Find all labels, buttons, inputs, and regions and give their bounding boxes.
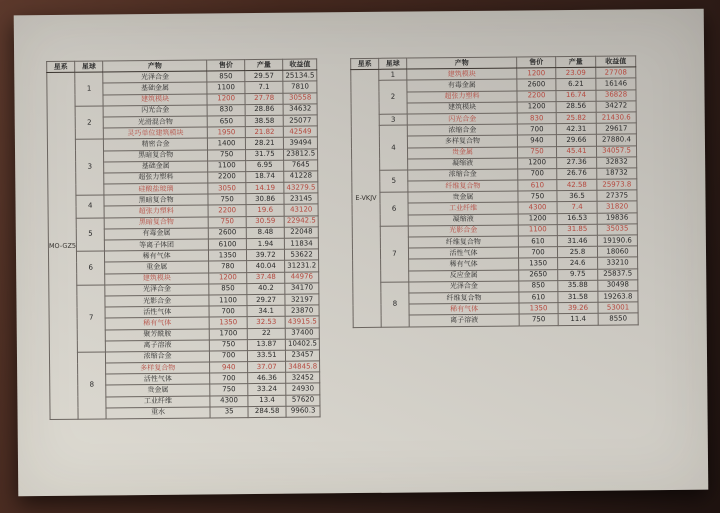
product-value: 18060 [597,246,637,258]
product-price: 3050 [208,183,246,195]
product-price: 750 [208,194,246,206]
product-yield: 36.5 [557,190,597,202]
product-name: 离子溶液 [409,314,519,326]
production-table-left [46,58,321,420]
product-name: 浓缩合金 [106,351,210,363]
product-value: 7645 [284,160,318,172]
product-price: 780 [209,261,247,273]
product-name: 聚芳酰胺 [105,328,209,340]
product-yield: 42.31 [556,123,596,135]
product-name: 凝缩液 [408,158,518,170]
product-yield: 16.74 [556,90,596,102]
product-value: 44976 [285,271,319,283]
column-header: 收益值 [283,59,317,71]
product-name: 稀有气体 [409,258,519,270]
product-value: 43915.5 [285,316,319,328]
product-yield: 29.27 [247,294,285,306]
product-yield: 25.8 [557,246,597,258]
product-price: 750 [208,149,246,161]
product-price: 750 [519,314,558,326]
product-price: 4300 [518,202,557,214]
product-value: 19190.6 [597,235,637,247]
product-price: 610 [519,292,558,304]
product-yield: 40.04 [247,261,285,273]
product-name: 浓缩合金 [407,124,517,136]
product-price: 850 [209,283,247,295]
product-name: 精密合金 [104,138,208,150]
column-header: 产物 [407,57,517,69]
product-name: 多样复合物 [106,362,210,374]
product-name: 贵金属 [407,146,517,158]
product-price: 830 [207,104,245,116]
product-price: 940 [210,362,248,374]
product-price: 1100 [209,295,247,307]
product-yield: 28.21 [246,138,284,150]
product-price: 1700 [209,328,247,340]
product-yield: 37.07 [248,361,286,373]
product-yield: 6.21 [556,79,596,91]
product-name: 稀有气体 [409,303,519,315]
column-header: 产量 [245,59,283,71]
product-price: 610 [518,236,557,248]
product-name: 黑暗复合物 [104,217,208,229]
product-yield: 31.75 [246,149,284,161]
planet-number: 8 [381,282,409,327]
product-name: 建筑模块 [407,102,517,114]
product-value: 9960.3 [286,406,320,418]
product-yield: 24.6 [558,258,598,270]
product-price: 1200 [209,272,247,284]
product-value: 23145 [284,193,318,205]
product-value: 7810 [283,81,317,93]
product-value: 23870 [285,305,319,317]
product-yield: 11.4 [558,314,598,326]
product-yield: 35.88 [558,280,598,292]
product-price: 2200 [208,171,246,183]
product-price: 4300 [210,395,248,407]
production-table-right [350,55,639,327]
product-price: 750 [517,146,556,158]
product-name: 基础金属 [104,161,208,173]
product-name: 纤维复合物 [408,180,518,192]
product-value: 11834 [284,238,318,250]
product-yield: 27.78 [245,93,283,105]
product-yield: 284.58 [248,406,286,418]
product-name: 重水 [106,407,210,419]
product-price: 1950 [207,127,245,139]
product-name: 光影合金 [105,295,209,307]
product-name: 活性气体 [408,247,518,259]
product-name: 活性气体 [105,306,209,318]
planet-number: 5 [76,218,104,252]
product-value: 31820 [597,201,637,213]
product-yield: 29.66 [556,135,596,147]
product-yield: 8.48 [246,227,284,239]
product-value: 43279.5 [284,182,318,194]
product-value: 35035 [597,224,637,236]
product-price: 650 [207,116,245,128]
product-value: 33210 [598,257,638,269]
product-price: 2200 [208,205,246,217]
product-yield: 46.36 [248,372,286,384]
product-yield: 39.26 [558,302,598,314]
product-price: 1400 [208,138,246,150]
column-header: 星球 [379,58,407,69]
product-price: 1200 [207,93,245,105]
product-name: 贵金属 [408,191,518,203]
product-yield: 28.86 [245,104,283,116]
product-price: 750 [209,339,247,351]
product-price: 700 [210,350,248,362]
product-value: 42549 [283,126,317,138]
product-value: 25134.5 [283,70,317,82]
product-value: 23812.5 [284,148,318,160]
product-value: 31231.2 [285,260,319,272]
product-price: 2600 [208,227,246,239]
planet-number: 8 [78,352,107,419]
product-yield: 45.41 [556,146,596,158]
product-value: 32832 [597,157,637,169]
product-price: 1100 [207,82,245,94]
product-value: 39494 [284,137,318,149]
product-price: 1350 [209,250,247,262]
product-price: 1200 [518,213,557,225]
product-price: 1100 [208,160,246,172]
product-price: 1100 [518,224,557,236]
product-value: 10402.5 [285,339,319,351]
product-name: 闪光合金 [103,105,207,117]
product-price: 850 [519,280,558,292]
product-yield: 1.94 [246,238,284,250]
product-yield: 38.58 [245,115,283,127]
planet-number: 7 [380,226,409,282]
product-price: 750 [208,216,246,228]
product-yield: 13.87 [247,339,285,351]
product-value: 27375 [597,190,637,202]
product-price: 2600 [517,79,556,91]
product-price: 1350 [519,258,558,270]
product-name: 凝缩液 [408,214,518,226]
product-value: 32452 [286,372,320,384]
column-header: 星系 [351,58,379,69]
product-name: 黑暗复合物 [104,149,208,161]
product-value: 16146 [596,78,636,90]
planet-number: 5 [380,170,408,193]
product-name: 闪光合金 [407,113,517,125]
product-yield: 29.57 [245,70,283,82]
product-name: 灵巧单位建筑模块 [103,127,207,139]
product-value: 19836 [597,212,637,224]
product-yield: 26.76 [557,168,597,180]
product-price: 700 [518,168,557,180]
product-name: 贵金属 [106,384,210,396]
product-price: 700 [209,306,247,318]
product-price: 1200 [517,68,556,80]
column-header: 产物 [103,60,207,72]
product-price: 6100 [208,239,246,251]
product-yield: 9.75 [558,269,598,281]
product-yield: 33.24 [248,384,286,396]
product-value: 19263.8 [598,291,638,303]
planet-number: 3 [379,114,407,125]
product-yield: 40.2 [247,283,285,295]
product-name: 稀有气体 [105,250,209,262]
galaxy-name: E-VKJV [351,70,381,328]
galaxy-name: MO-GZ5 [47,72,78,419]
planet-number: 6 [380,192,408,226]
product-name: 重金属 [105,261,209,273]
product-yield: 18.74 [246,171,284,183]
product-value: 27708 [596,67,636,79]
product-value: 8550 [598,313,638,325]
product-value: 53001 [598,302,638,314]
planet-number: 1 [379,69,407,80]
product-yield: 16.53 [557,213,597,225]
product-value: 21430.6 [596,112,636,124]
product-yield: 25.82 [556,112,596,124]
product-value: 22942.5 [284,216,318,228]
product-name: 等离子体团 [104,239,208,251]
product-yield: 31.85 [557,224,597,236]
product-value: 25837.5 [598,268,638,280]
product-name: 离子溶液 [105,340,209,352]
product-yield: 7.1 [245,82,283,94]
product-price: 2200 [517,90,556,102]
planet-number: 2 [379,80,407,114]
product-name: 稀有气体 [105,317,209,329]
product-name: 基础金属 [103,82,207,94]
product-name: 反应金属 [409,270,519,282]
product-name: 光泽合金 [103,71,207,83]
product-yield: 21.82 [245,126,283,138]
product-name: 纤维复合物 [408,236,518,248]
product-yield: 27.36 [557,157,597,169]
column-header: 售价 [517,57,556,69]
product-yield: 32.53 [247,317,285,329]
product-yield: 30.86 [246,193,284,205]
product-price: 35 [210,406,248,418]
product-value: 34170 [285,283,319,295]
column-header: 收益值 [596,56,636,68]
product-yield: 6.95 [246,160,284,172]
column-header: 产量 [556,56,596,68]
product-value: 23457 [286,350,320,362]
product-yield: 42.58 [557,179,597,191]
product-yield: 31.58 [558,291,598,303]
product-name: 建筑模块 [103,94,207,106]
product-yield: 23.09 [556,67,596,79]
product-name: 光影合金 [408,225,518,237]
product-name: 黑暗复合物 [104,194,208,206]
product-name: 纤维复合物 [409,292,519,304]
product-yield: 28.56 [556,101,596,113]
product-value: 25077 [283,115,317,127]
product-price: 1350 [519,303,558,315]
product-value: 34272 [596,101,636,113]
planet-number: 4 [379,125,407,170]
paper-sheet [14,9,709,497]
product-yield: 39.72 [247,249,285,261]
planet-number: 3 [76,139,105,195]
product-value: 22048 [284,227,318,239]
product-value: 29617 [596,123,636,135]
product-value: 57620 [286,395,320,407]
product-price: 700 [210,373,248,385]
product-price: 830 [517,113,556,125]
product-price: 700 [518,247,557,259]
product-value: 18732 [597,168,637,180]
product-name: 光泽合金 [105,284,209,296]
product-value: 36828 [596,89,636,101]
product-price: 940 [517,135,556,147]
product-name: 工业纤维 [106,396,210,408]
product-yield: 34.1 [247,305,285,317]
product-value: 30498 [598,280,638,292]
product-value: 30558 [283,92,317,104]
product-yield: 22 [247,328,285,340]
product-yield: 7.4 [557,202,597,214]
product-name: 浓缩合金 [408,169,518,181]
product-yield: 31.46 [557,235,597,247]
product-price: 750 [210,384,248,396]
column-header: 星系 [47,61,75,72]
planet-number: 7 [77,285,106,352]
product-price: 2650 [519,269,558,281]
column-header: 售价 [207,60,245,72]
product-yield: 33.51 [248,350,286,362]
product-value: 24930 [286,383,320,395]
product-name: 建筑模块 [105,273,209,285]
product-value: 34057.5 [596,145,636,157]
product-name: 有毒金属 [104,228,208,240]
product-price: 1350 [209,317,247,329]
product-price: 610 [518,180,557,192]
product-value: 34632 [283,104,317,116]
column-header: 星球 [75,61,103,72]
product-value: 53622 [285,249,319,261]
product-name: 建筑模块 [407,68,517,80]
product-name: 光滑混合物 [103,116,207,128]
planet-number: 6 [77,251,105,285]
product-value: 25973.8 [597,179,637,191]
product-yield: 37.48 [247,272,285,284]
product-name: 光泽合金 [409,281,519,293]
product-name: 超张力塑料 [407,91,517,103]
product-value: 27880.4 [596,134,636,146]
product-name: 超张力塑料 [104,205,208,217]
product-name: 工业纤维 [408,202,518,214]
product-name: 多样复合物 [407,135,517,147]
product-value: 43120 [284,204,318,216]
product-yield: 13.4 [248,395,286,407]
product-name: 活性气体 [106,373,210,385]
product-price: 1200 [518,157,557,169]
product-name: 有毒金属 [407,79,517,91]
product-price: 850 [207,71,245,83]
product-yield: 14.19 [246,182,284,194]
product-price: 750 [518,191,557,203]
product-price: 1200 [517,101,556,113]
product-value: 41228 [284,171,318,183]
product-name: 超张力塑料 [104,172,208,184]
product-yield: 30.59 [246,216,284,228]
planet-number: 2 [75,106,103,140]
product-value: 32197 [285,294,319,306]
planet-number: 4 [76,195,104,218]
product-value: 34845.8 [286,361,320,373]
planet-number: 1 [75,72,103,106]
product-yield: 19.6 [246,205,284,217]
product-value: 37400 [285,327,319,339]
product-price: 700 [517,124,556,136]
product-name: 硅酸盐玻璃 [104,183,208,195]
